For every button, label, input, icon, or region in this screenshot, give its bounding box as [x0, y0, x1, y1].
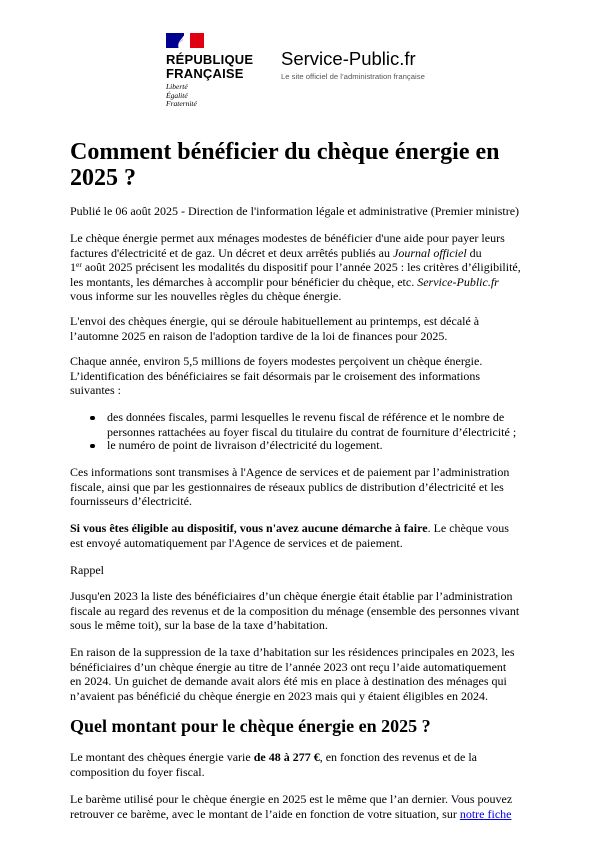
- motto-fraternite: Fraternité: [166, 99, 197, 109]
- intro-paragraph: [70, 231, 521, 304]
- text-line: Ces informations sont transmises à l'Agence de services et de paiement par l’administration: [70, 465, 510, 479]
- list-item: [107, 410, 516, 439]
- publication-info: Publié le 06 août 2025 - Direction de l'information légale et administrative (Premier ministre): [70, 204, 520, 218]
- intro-line: 1: [70, 260, 76, 274]
- history-2024-paragraph: [70, 645, 515, 703]
- intro-line: factures d'électricité et de gaz. Un décret et deux arrêtés publiés au: [70, 245, 393, 260]
- list-item: [107, 438, 383, 453]
- section-title-amount: Quel montant pour le chèque énergie en 2025 ?: [70, 716, 431, 736]
- text-line: fiscale au regard des revenus et de la composition du ménage (ensemble des personnes vivant: [70, 603, 520, 618]
- text-line: . Le chèque vous: [427, 521, 509, 535]
- text-line: Le montant des chèques énergie varie: [70, 750, 254, 764]
- list-item-line: personnes rattachées au foyer fiscal du titulaire du contrat de fourniture d’électricité ;: [107, 424, 517, 439]
- text-line: Chaque année, environ 5,5 millions de foyers modestes perçoivent un chèque énergie.: [70, 354, 483, 368]
- delay-paragraph: [70, 314, 479, 343]
- list-item-line: des données fiscales, parmi lesquelles le revenu fiscal de référence et le nombre de: [107, 410, 505, 424]
- text-line: n’avaient pas bénéficié du chèque énergie en 2023 mais qui y étaient éligibles en 2024.: [70, 688, 488, 703]
- text-line: composition du foyer fiscal.: [70, 764, 205, 779]
- text-line: fournisseurs d’électricité.: [70, 494, 192, 508]
- text-line: en 2024. Un guichet de demande avait alors été mis en place à destination des ménages qui: [70, 674, 507, 688]
- text-line: sous le même toit), sur la base de la taxe d’habitation.: [70, 618, 328, 632]
- reminder-label: Rappel: [70, 563, 104, 577]
- history-paragraph: [70, 589, 519, 633]
- text-line: L’identification des bénéficiaires se fait désormais par le croisement des informations: [70, 368, 481, 383]
- bullet-icon: [90, 416, 95, 421]
- text-line: retrouver ce barème, avec le montant de l’aide en fonction de votre situation, sur: [70, 806, 460, 821]
- intro-line: du: [466, 245, 482, 260]
- text-line: L'envoi des chèques énergie, qui se déroule habituellement au printemps, est décalé à: [70, 314, 480, 328]
- eligibility-paragraph: [70, 521, 509, 550]
- francaise-line: FRANÇAISE: [166, 65, 244, 81]
- journal-officiel-text: Journal officiel: [393, 245, 467, 260]
- list-item-line: le numéro de point de livraison d’électricité du logement.: [107, 438, 383, 452]
- notre-fiche-link[interactable]: notre fiche: [459, 806, 512, 821]
- title-line: 2025 ?: [70, 165, 136, 191]
- republique-francaise-wordmark: [166, 53, 253, 80]
- transmission-paragraph: [70, 465, 509, 509]
- republique-line: RÉPUBLIQUE: [166, 52, 254, 67]
- motto-liberte: Liberté: [166, 82, 188, 91]
- no-action-needed-emphasis: Si vous êtes éligible au dispositif, vous n'avez aucune démarche à faire: [70, 521, 428, 535]
- scale-paragraph: [70, 792, 512, 821]
- text-line: Le barème utilisé pour le chèque énergie en 2025 est le même que l’an dernier. Vous pouvez: [70, 792, 513, 806]
- text-line: est envoyé automatiquement par l'Agence de services et de paiement.: [70, 535, 403, 550]
- site-name-logo: Service-Public.fr: [281, 48, 416, 69]
- intro-line: vous informe sur les nouvelles règles du chèque énergie.: [70, 289, 342, 303]
- motto-egalite: Égalité: [166, 90, 188, 100]
- text-line: Jusqu'en 2023 la liste des bénéficiaires d’un chèque énergie était établie par l’administration: [70, 589, 513, 603]
- intro-line: les montants, les démarches à accomplir pour bénéficier du chèque, etc.: [70, 274, 418, 289]
- text-line: bénéficiaires d’un chèque énergie au titre de l’année 2023 ont reçu l’aide automatiquement: [70, 659, 507, 674]
- text-line: En raison de la suppression de la taxe d’habitation sur les résidences principales en 2023, les: [70, 645, 515, 659]
- amount-range: de 48 à 277 €: [253, 750, 320, 764]
- intro-line: août 2025 précisent les modalités du dispositif pour l’année 2025 : les critères d’éligibilité,: [81, 260, 521, 274]
- service-public-mention: Service-Public.fr: [417, 274, 499, 289]
- text-line: suivantes :: [70, 383, 121, 397]
- site-tagline: Le site officiel de l’administration française: [281, 72, 425, 81]
- text-line: l’automne 2025 en raison de l'adoption tardive de la loi de finances pour 2025.: [70, 328, 448, 343]
- ordinal-superscript: er: [76, 260, 82, 269]
- marianne-flag-icon: [166, 33, 204, 48]
- page-title: [70, 139, 499, 191]
- amount-paragraph: [70, 750, 477, 779]
- beneficiaries-paragraph: [70, 354, 482, 398]
- text-line: fiscale, ainsi que par les gestionnaires de réseaux publics de distribution d’électricité et les: [70, 479, 504, 494]
- intro-line: Le chèque énergie permet aux ménages modestes de bénéficier d'une aide pour payer leurs: [70, 231, 505, 245]
- title-line: Comment bénéficier du chèque énergie en: [70, 139, 500, 165]
- republic-motto: [166, 83, 197, 109]
- bullet-icon: [90, 444, 95, 449]
- text-line: , en fonction des revenus et de la: [319, 750, 477, 764]
